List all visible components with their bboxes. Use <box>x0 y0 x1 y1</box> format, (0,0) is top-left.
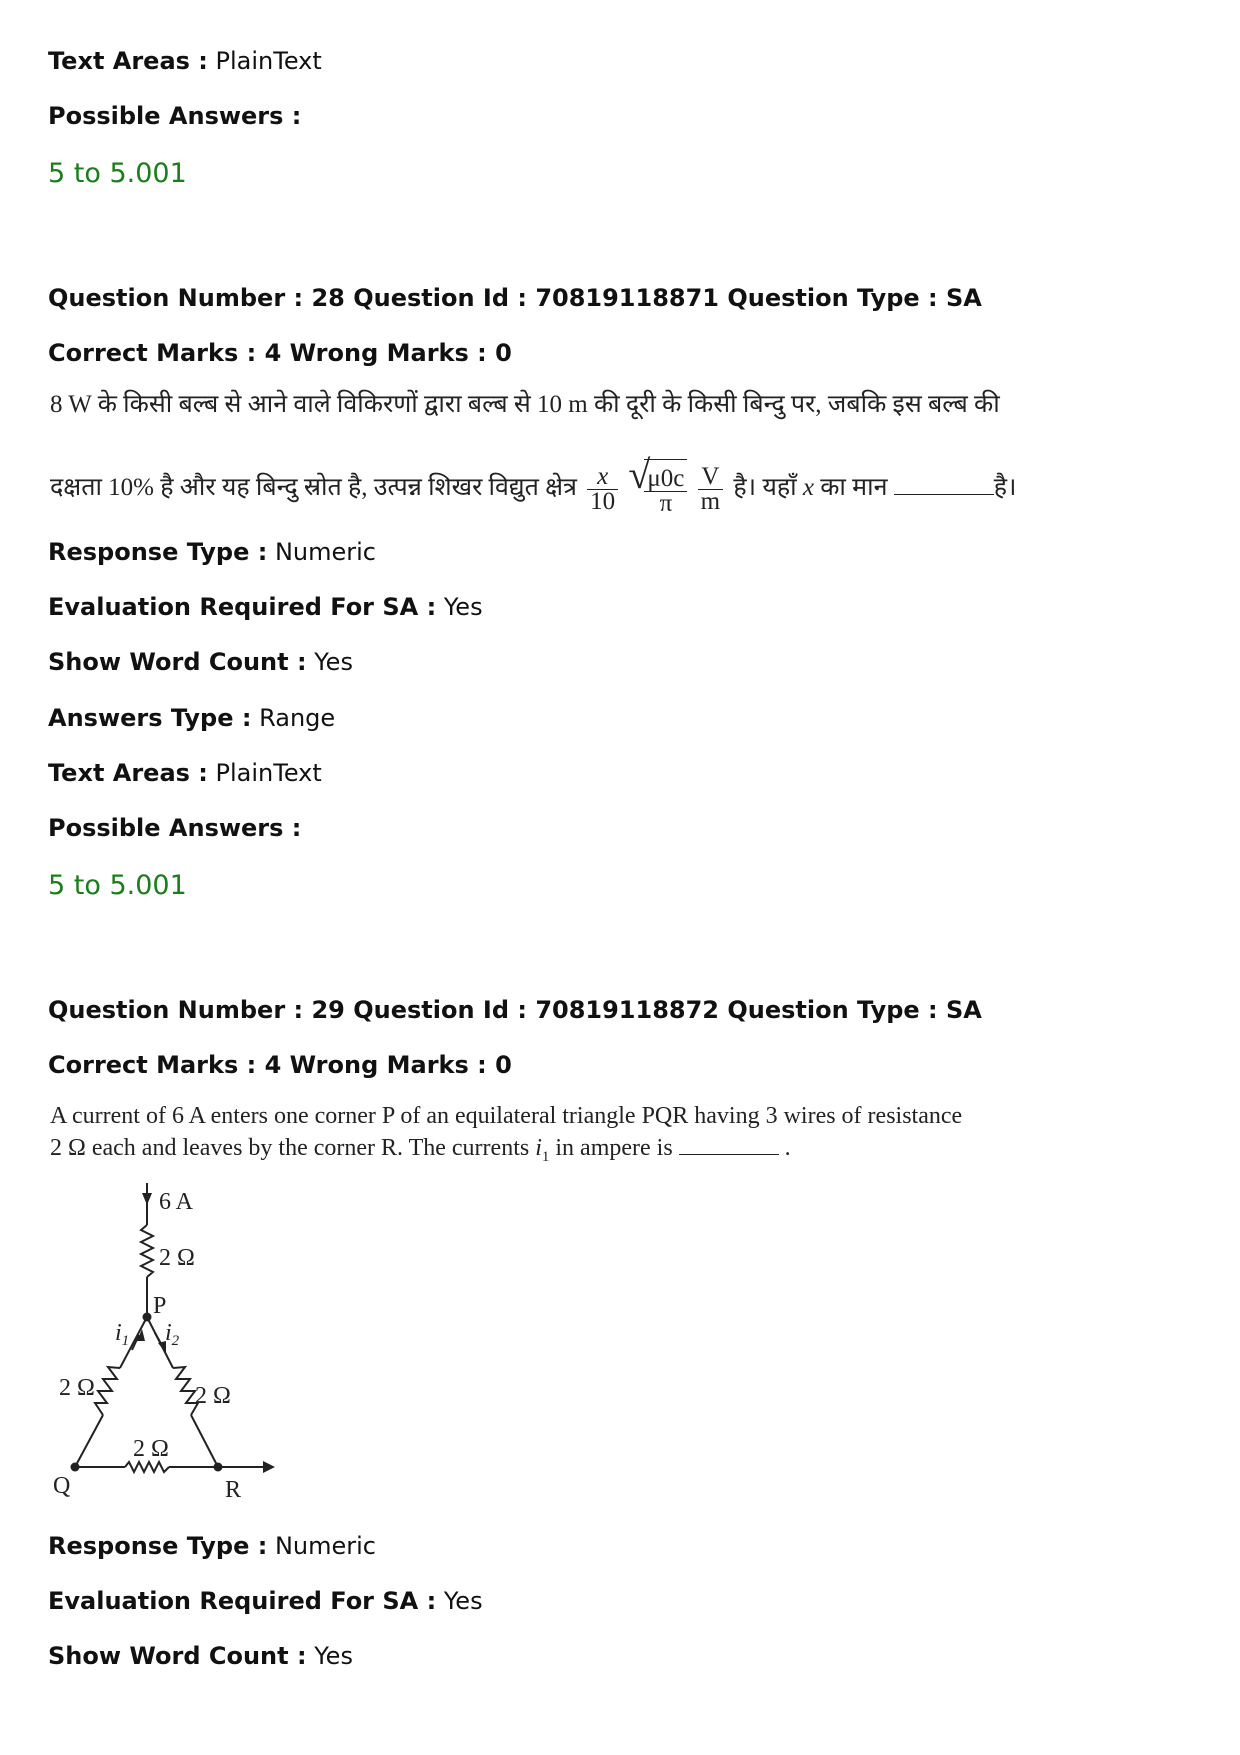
evaluation-row <box>48 1586 483 1616</box>
evaluation-row <box>48 592 483 622</box>
field-label: Possible Answers : <box>48 102 302 130</box>
node-q-dot <box>71 1463 80 1472</box>
label-node-r: R <box>225 1477 242 1503</box>
field-label: Evaluation Required For SA : <box>48 593 437 621</box>
label-i1 <box>115 1320 129 1349</box>
question-header <box>48 995 982 1025</box>
word-count-row <box>48 1641 353 1671</box>
field-label: Show Word Count : <box>48 1642 307 1670</box>
fraction-denominator: π <box>659 489 673 517</box>
possible-answers-row <box>48 101 301 131</box>
possible-answer: 5 to 5.001 <box>48 158 187 189</box>
question-body-line: 8 W के किसी बल्ब से आने वाले विकिरणों द्वारा बल्ब से 10 m की दूरी के किसी बिन्दु पर, जबकि इस बल्ब की <box>50 391 1000 418</box>
marks-text: Correct Marks : 4 Wrong Marks : 0 <box>48 1051 512 1079</box>
question-text: 2 Ω each and leaves by the corner R. The currents <box>50 1135 530 1161</box>
field-label: Response Type : <box>48 538 268 566</box>
marks-row <box>48 338 512 368</box>
wire-left-q <box>75 1415 103 1467</box>
marks-text: Correct Marks : 4 Wrong Marks : 0 <box>48 339 512 367</box>
fraction-numerator: μ0c <box>644 467 687 492</box>
square-root <box>628 451 687 520</box>
question-text: का मान <box>820 474 888 501</box>
response-type-row <box>48 537 376 567</box>
variable: i <box>535 1135 542 1161</box>
arrow-down-icon <box>142 1193 152 1205</box>
word-count-row <box>48 647 353 677</box>
field-label: Text Areas : <box>48 47 208 75</box>
label-r-left: 2 Ω <box>59 1375 95 1401</box>
fraction-numerator: x <box>587 465 618 490</box>
fraction-denominator: 10 <box>590 487 616 515</box>
field-value: Numeric <box>274 538 376 566</box>
field-label: Answers Type : <box>48 704 252 732</box>
label-i1-var: i <box>115 1320 122 1346</box>
label-node-p: P <box>153 1293 167 1319</box>
text-areas-row <box>48 758 322 788</box>
arrow-right-icon <box>263 1461 275 1473</box>
variable: x <box>802 474 814 501</box>
wire-right-r <box>191 1415 218 1467</box>
node-p-dot <box>143 1313 152 1322</box>
label-r-right: 2 Ω <box>195 1383 231 1409</box>
field-value: Numeric <box>274 1532 376 1560</box>
field-value: Range <box>259 704 336 732</box>
circuit-diagram <box>45 1175 345 1505</box>
answer-blank <box>894 476 994 495</box>
question-text: . <box>784 1135 791 1161</box>
question-body-line <box>50 451 1017 520</box>
answer-blank <box>679 1138 779 1155</box>
answers-type-row <box>48 703 335 733</box>
fraction <box>698 462 723 515</box>
question-body-line <box>50 1133 791 1173</box>
fraction-numerator: V <box>698 465 723 490</box>
question-text: है। यहाँ <box>733 474 797 501</box>
question-text: in ampere is <box>555 1135 673 1161</box>
fraction <box>644 464 687 517</box>
fraction-denominator: m <box>700 487 721 515</box>
label-node-q: Q <box>53 1473 71 1499</box>
node-r-dot <box>214 1463 223 1472</box>
subscript: 1 <box>541 1148 550 1165</box>
resistor-left <box>95 1367 120 1415</box>
field-label: Possible Answers : <box>48 814 302 842</box>
response-type-row <box>48 1531 376 1561</box>
question-text: है। <box>993 474 1017 501</box>
question-body-line: A current of 6 A enters one corner P of an equilateral triangle PQR having 3 wires of resistance <box>50 1103 963 1129</box>
text-areas-row <box>48 46 322 76</box>
field-value: Yes <box>314 648 353 676</box>
question-header-text: Question Number : 28 Question Id : 70819118871 Question Type : SA <box>48 284 982 312</box>
field-value: Yes <box>443 1587 483 1615</box>
label-r-bottom: 2 Ω <box>133 1436 169 1462</box>
field-label: Show Word Count : <box>48 648 307 676</box>
possible-answer: 5 to 5.001 <box>48 870 187 901</box>
field-value: PlainText <box>215 759 322 787</box>
field-label: Text Areas : <box>48 759 208 787</box>
label-i2 <box>165 1320 180 1349</box>
possible-answers-row <box>48 813 301 843</box>
question-text: दक्षता 10% है और यह बिन्दु स्रोत है, उत्पन्न शिखर विद्युत क्षेत्र <box>50 474 577 501</box>
label-current-in: 6 A <box>159 1189 194 1215</box>
field-value: Yes <box>314 1642 353 1670</box>
marks-row <box>48 1050 512 1080</box>
label-r-top: 2 Ω <box>159 1245 195 1271</box>
field-value: Yes <box>443 593 483 621</box>
question-header <box>48 283 982 313</box>
field-label: Response Type : <box>48 1532 268 1560</box>
label-i1-sub: 1 <box>121 1333 130 1349</box>
label-i2-sub: 2 <box>171 1333 180 1349</box>
radical-sign: √ <box>628 451 651 497</box>
resistor-bottom <box>125 1462 169 1472</box>
fraction <box>587 462 618 515</box>
resistor-top <box>141 1225 153 1277</box>
field-value: PlainText <box>215 47 322 75</box>
question-header-text: Question Number : 29 Question Id : 70819118872 Question Type : SA <box>48 996 982 1024</box>
field-label: Evaluation Required For SA : <box>48 1587 437 1615</box>
label-i2-var: i <box>165 1320 172 1346</box>
